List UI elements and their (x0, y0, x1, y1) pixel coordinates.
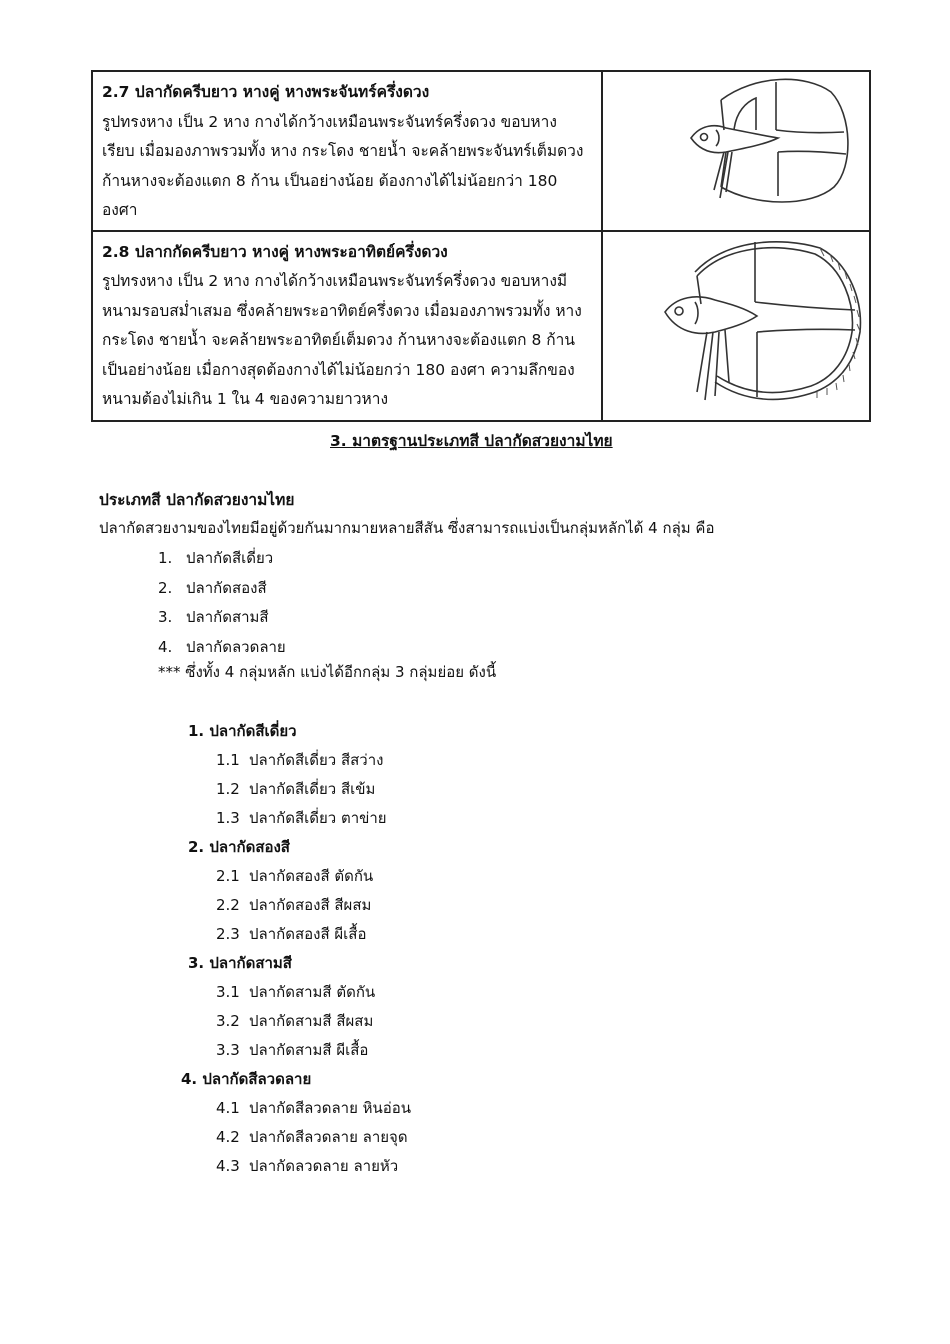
table-row (92, 231, 870, 421)
list-item (158, 603, 286, 633)
list-number: 3. (158, 608, 173, 626)
item-number: 4.1 (216, 1099, 240, 1117)
group-item (216, 891, 371, 920)
list-number: 2. (158, 578, 173, 597)
group-item (216, 1152, 398, 1181)
list-number: 1. (158, 549, 173, 567)
group-item (216, 1007, 373, 1036)
table-image-cell (602, 231, 870, 421)
group-item (216, 1036, 368, 1065)
row-line: หนามต้องไม่เกิน 1 ใน 4 ของความยาวหาง (102, 390, 389, 408)
group-heading: 4. ปลากัดสีลวดลาย (181, 1070, 312, 1088)
item-label: ปลากัดสามสี สีผสม (249, 1012, 374, 1030)
half-sun-fish-drawing (605, 232, 867, 407)
list-number: 4. (158, 637, 173, 656)
tail-standard-table (91, 70, 871, 422)
table-text-cell (92, 71, 602, 231)
item-number: 3.3 (216, 1041, 240, 1059)
item-label: ปลากัดสีเดี่ยว ตาข่าย (249, 809, 387, 827)
list-item (158, 633, 286, 663)
group-item (216, 804, 387, 833)
row-title: 2.7 ปลากัดครีบยาว หางคู่ หางพระจันทร์ครึ่งดวง (102, 83, 430, 101)
list-label: ปลากัดสามสี (186, 608, 269, 626)
item-label: ปลากัดสองสี สีผสม (249, 896, 372, 914)
list-item (158, 544, 286, 574)
item-label: ปลากัดลวดลาย ลายหัว (249, 1157, 399, 1175)
row-line: รูปทรงหาง เป็น 2 หาง กางได้กว้างเหมือนพระจันทร์ครึ่งดวง ขอบหางมี (102, 272, 568, 290)
group-heading: 1. ปลากัดสีเดี่ยว (188, 722, 297, 740)
row-line: องศา (102, 201, 138, 219)
item-label: ปลากัดสองสี ผีเสื้อ (249, 925, 367, 943)
group-item (216, 746, 383, 775)
row-line: ก้านหางจะต้องแตก 8 ก้าน เป็นอย่างน้อย ต้องกางได้ไม่น้อยกว่า 180 (102, 171, 558, 190)
row-title: 2.8 ปลากกัดครีบยาว หางคู่ หางพระอาทิตย์ครึ่งดวง (102, 242, 448, 261)
item-number: 1.1 (216, 751, 240, 769)
item-label: ปลากัดสองสี ตัดกัน (249, 867, 374, 885)
section-title: 3. มาตรฐานประเภทสี ปลากัดสวยงามไทย (330, 432, 613, 450)
item-number: 4.2 (216, 1128, 240, 1146)
subgroup-note: *** ซึ่งทั้ง 4 กลุ่มหลัก แบ่งได้อีกกลุ่ม 3 กลุ่มย่อย ดังนี้ (158, 663, 497, 681)
item-number: 3.1 (216, 983, 240, 1001)
list-item (158, 574, 286, 604)
item-number: 1.3 (216, 809, 240, 827)
table-row (92, 71, 870, 231)
item-number: 2.1 (216, 867, 240, 885)
list-label: ปลากัดลวดลาย (186, 637, 286, 656)
group-heading: 3. ปลากัดสามสี (188, 954, 292, 972)
item-label: ปลากัดสีเดี่ยว สีสว่าง (249, 751, 384, 769)
row-line: รูปทรงหาง เป็น 2 หาง กางได้กว้างเหมือนพระจันทร์ครึ่งดวง ขอบหาง (102, 112, 557, 131)
list-label: ปลากัดสองสี (186, 578, 267, 597)
item-label: ปลากัดสีลวดลาย หินอ่อน (249, 1099, 412, 1117)
group-item (216, 775, 375, 804)
item-number: 2.2 (216, 896, 240, 914)
row-line: เป็นอย่างน้อย เมื่อกางสุดต้องกางได้ไม่น้อยกว่า 180 องศา ความลึกของ (102, 360, 575, 379)
row-line: กระโดง ชายน้ำ จะคล้ายพระอาทิตย์เต็มดวง ก้านหางจะต้องแตก 8 ก้าน (102, 331, 575, 349)
group-item (216, 862, 373, 891)
intro-heading: ประเภทสี ปลากัดสวยงามไทย (99, 491, 295, 509)
item-number: 1.2 (216, 780, 240, 798)
item-label: ปลากัดสีเดี่ยว สีเข้ม (249, 780, 376, 798)
group-heading: 2. ปลากัดสองสี (188, 838, 290, 856)
item-number: 3.2 (216, 1012, 240, 1030)
group-item (216, 978, 375, 1007)
table-image-cell (602, 71, 870, 231)
row-line: เรียบ เมื่อมองภาพรวมทั้ง หาง กระโดง ชายน้ำ จะคล้ายพระจันทร์เต็มดวง (102, 142, 584, 160)
table-text-cell (92, 231, 602, 421)
half-moon-fish-drawing (606, 72, 866, 212)
main-group-list (158, 544, 286, 662)
item-number: 4.3 (216, 1157, 240, 1175)
group-item (216, 1094, 411, 1123)
item-label: ปลากัดสามสี ตัดกัน (249, 983, 376, 1001)
item-label: ปลากัดสามสี ผีเสื้อ (249, 1041, 369, 1059)
item-label: ปลากัดสีลวดลาย ลายจุด (249, 1128, 408, 1146)
row-line: หนามรอบสม่ำเสมอ ซึ่งคล้ายพระอาทิตย์ครึ่งดวง เมื่อมองภาพรวมทั้ง หาง (102, 301, 582, 320)
intro-text: ปลากัดสวยงามของไทยมีอยู่ด้วยกันมากมายหลายสีสัน ซึ่งสามารถแบ่งเป็นกลุ่มหลักได้ 4 กลุ่ม คือ (99, 519, 715, 537)
group-item (216, 920, 366, 949)
list-label: ปลากัดสีเดี่ยว (186, 549, 274, 567)
item-number: 2.3 (216, 925, 240, 943)
group-item (216, 1123, 408, 1152)
